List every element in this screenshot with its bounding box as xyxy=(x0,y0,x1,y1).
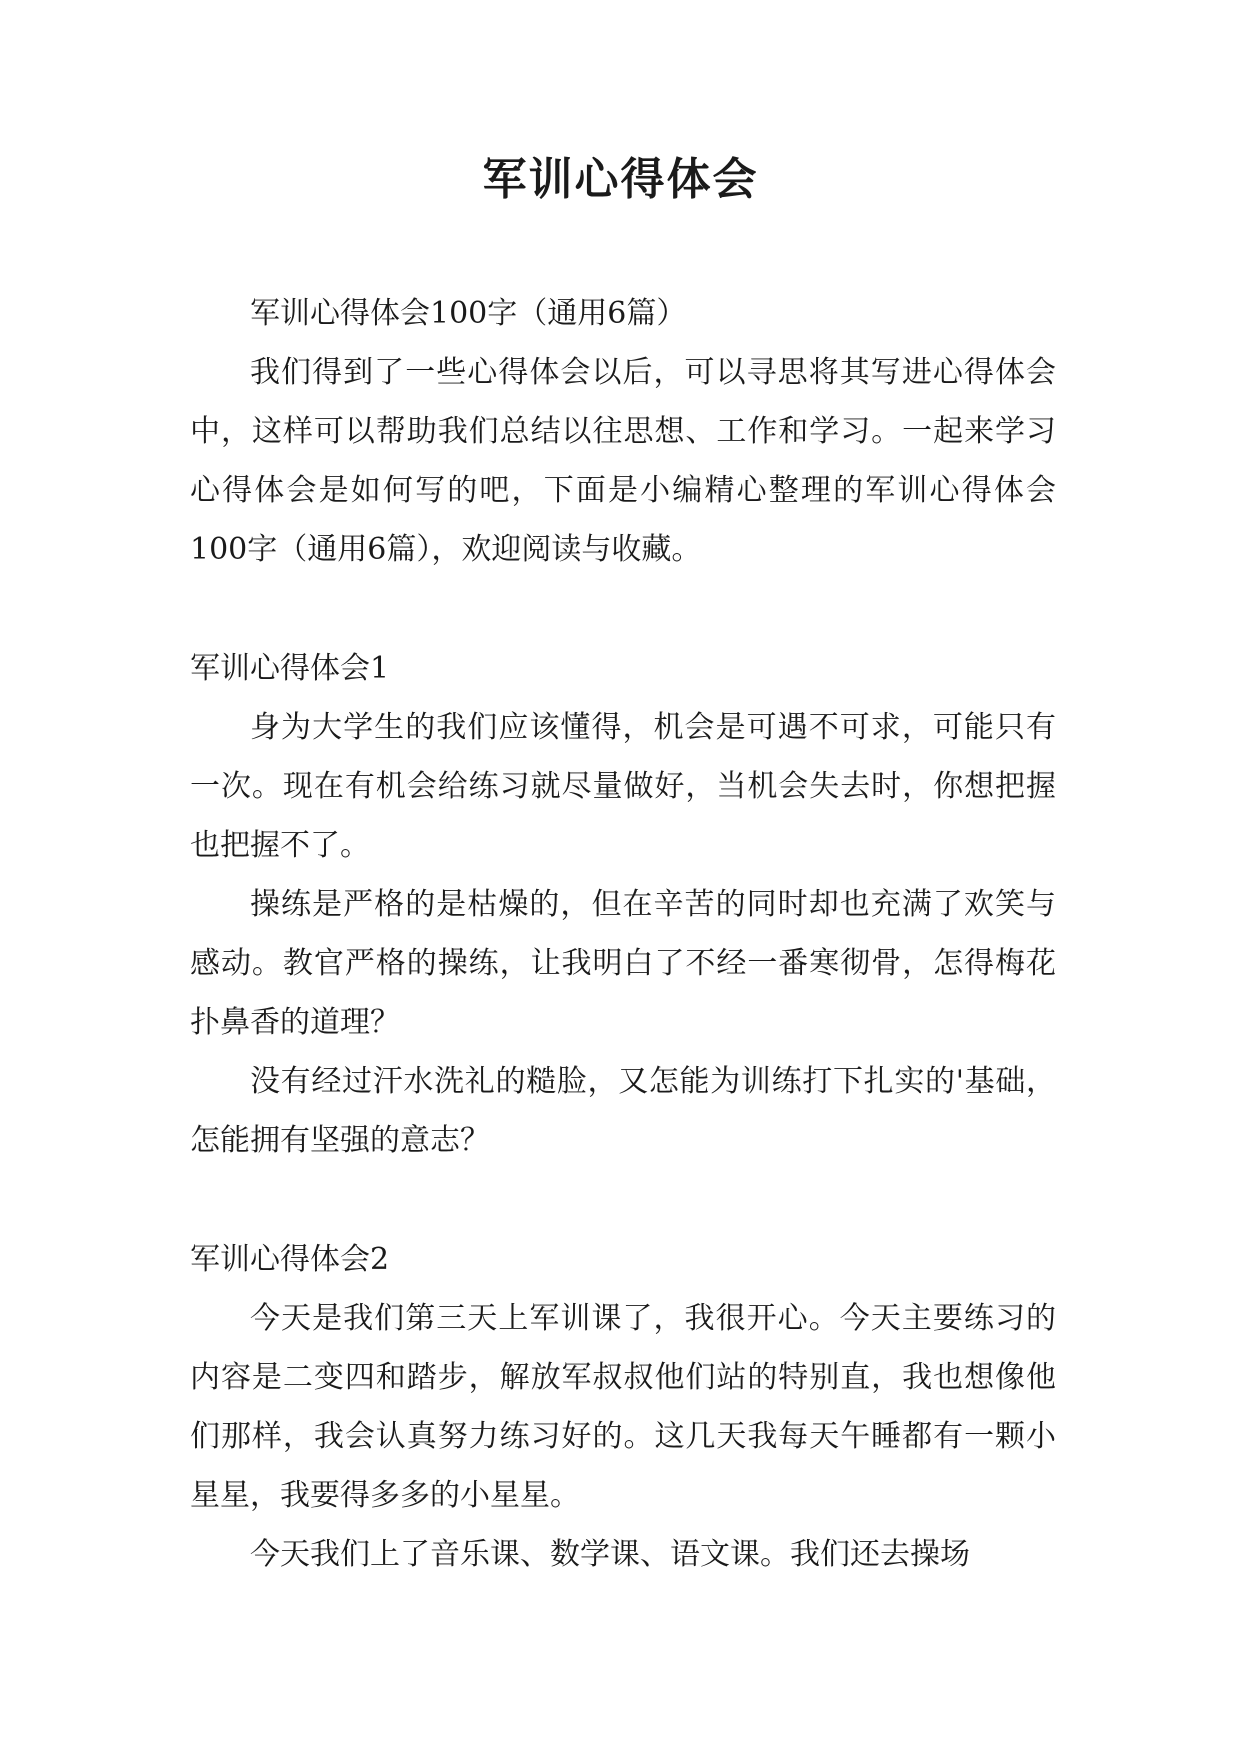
intro-paragraph: 我们得到了一些心得体会以后，可以寻思将其写进心得体会中，这样可以帮助我们总结以往思想、工作和学习。一起来学习心得体会是如何写的吧，下面是小编精心整理的军训心得体会100字（通用6篇），欢迎阅读与收藏。 xyxy=(190,355,1056,567)
section-heading-1: 军训心得体会1 xyxy=(190,651,390,686)
section-1-paragraph-2: 操练是严格的是枯燥的，但在辛苦的同时却也充满了欢笑与感动。教官严格的操练，让我明白了不经一番寒彻骨，怎得梅花扑鼻香的道理？ xyxy=(190,887,1056,1040)
document-body xyxy=(190,284,1056,1584)
section-1-paragraph-3: 没有经过汗水洗礼的糙脸，又怎能为训练打下扎实的'基础，怎能拥有坚强的意志？ xyxy=(190,1064,1056,1158)
section-1-paragraph-1: 身为大学生的我们应该懂得，机会是可遇不可求，可能只有一次。现在有机会给练习就尽量做好，当机会失去时，你想把握也把握不了。 xyxy=(190,710,1056,863)
section-2-paragraph-2: 今天我们上了音乐课、数学课、语文课。我们还去操场 xyxy=(250,1537,970,1572)
page-title: 军训心得体会 xyxy=(482,154,759,205)
section-2-paragraph-1: 今天是我们第三天上军训课了，我很开心。今天主要练习的内容是二变四和踏步，解放军叔叔他们站的特别直，我也想像他们那样，我会认真努力练习好的。这几天我每天午睡都有一颗小星星，我要得多多的小星星。 xyxy=(190,1301,1056,1513)
document-subtitle: 军训心得体会100字（通用6篇） xyxy=(250,296,687,331)
section-heading-2: 军训心得体会2 xyxy=(190,1242,390,1277)
